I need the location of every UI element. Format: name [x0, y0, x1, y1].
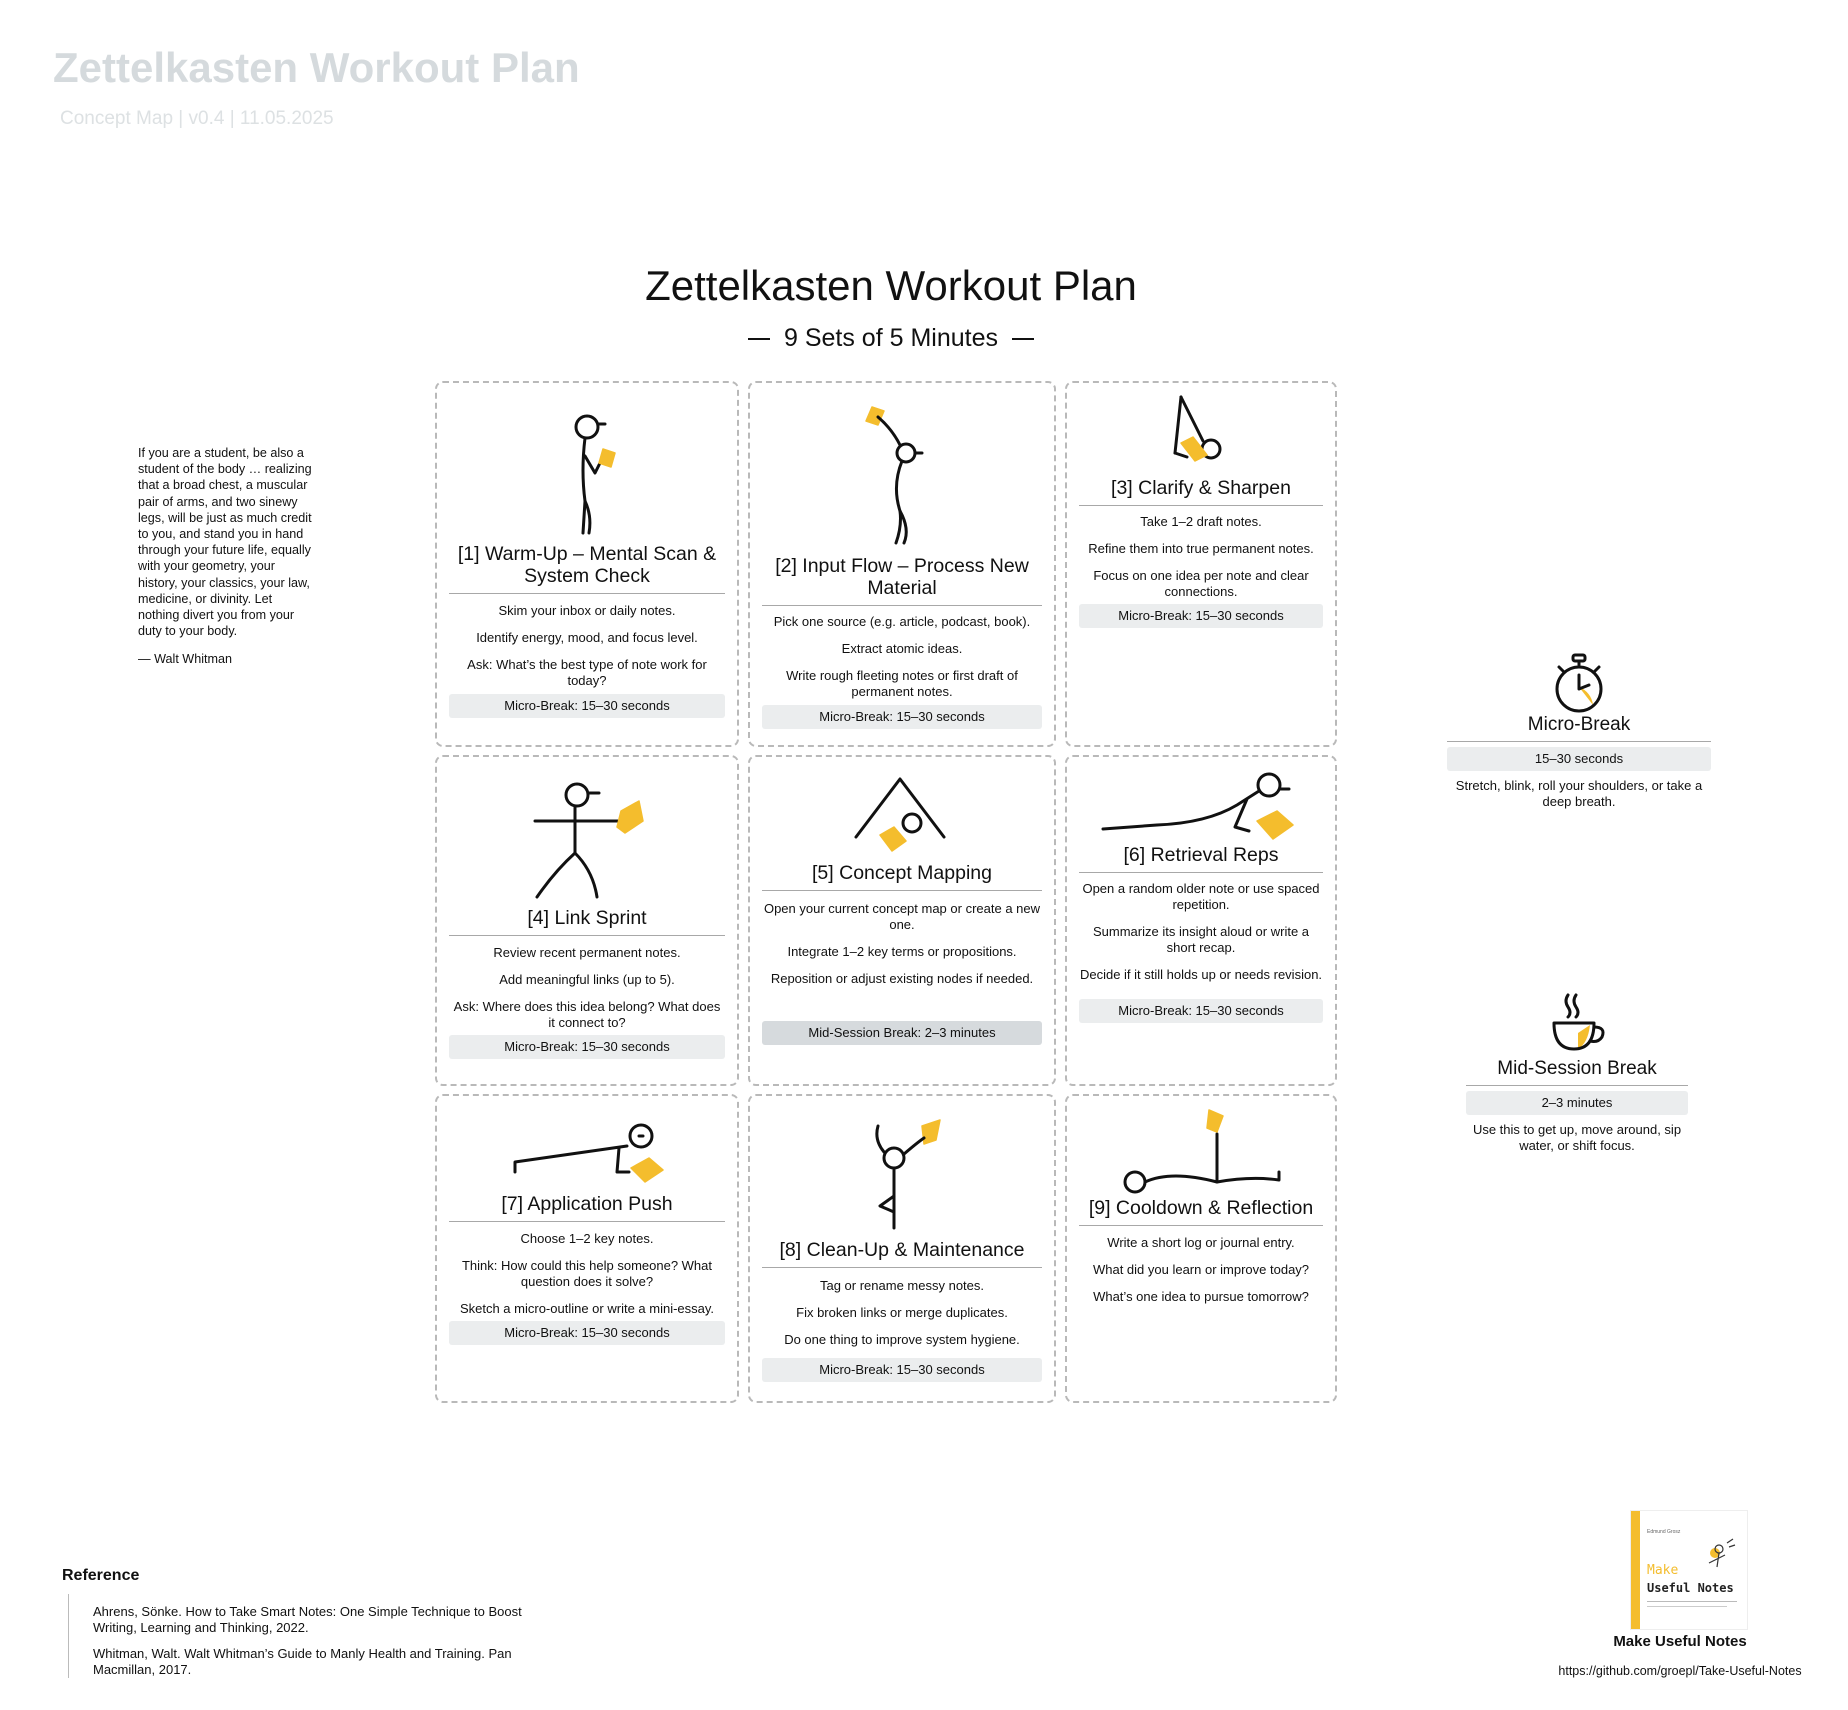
headstand-icon — [1167, 391, 1237, 471]
card-5-steps — [762, 901, 1042, 987]
card-9-step: Write a short log or journal entry. — [1107, 1235, 1295, 1250]
card-6-retrieval-reps — [1065, 755, 1337, 1086]
quote-text: If you are a student, be also a student of the body … realizing that a broad chest, a muscular pair of arms, and two sinewy legs, will be just as much credit to you, and stand you in hand through your future life, equally with your geometry, your history, your classics, your law, medicine, or divinity. Let nothing divert you from your duty to your body. — [138, 446, 312, 639]
card-3-step: Refine them into true permanent notes. — [1088, 541, 1314, 556]
book-author: Edmund Grosz — [1647, 1529, 1681, 1535]
card-6-step: Decide if it still holds up or needs revision. — [1079, 967, 1323, 982]
standing-reader-icon — [547, 411, 637, 536]
card-5-step: Integrate 1–2 key terms or propositions. — [787, 944, 1017, 959]
book-text-line — [1647, 1601, 1737, 1602]
legend-micro-break-duration: 15–30 seconds — [1447, 747, 1711, 771]
card-4-step: Ask: Where does this idea belong? What does it connect to? — [453, 999, 721, 1030]
card-9-cooldown — [1065, 1094, 1337, 1403]
card-7-step: Think: How could this help someone? What question does it solve? — [461, 1258, 712, 1289]
card-4-link-sprint — [435, 755, 739, 1086]
book-cover — [1630, 1510, 1748, 1630]
reference-title: Reference — [62, 1567, 140, 1584]
card-1-step: Identify energy, mood, and focus level. — [476, 630, 698, 645]
card-3-title: [3] Clarify & Sharpen — [1079, 477, 1323, 506]
card-1-warm-up — [435, 381, 739, 747]
book-text-line — [1647, 1606, 1727, 1607]
book-spine — [1631, 1511, 1640, 1629]
card-5-concept-mapping — [748, 755, 1056, 1086]
card-4-title: [4] Link Sprint — [449, 907, 725, 936]
card-2-step: Pick one source (e.g. article, podcast, book). — [773, 614, 1031, 629]
card-3-break: Micro-Break: 15–30 seconds — [1079, 604, 1323, 628]
reference-item: Whitman, Walt. Walt Whitman’s Guide to Manly Health and Training. Pan Macmillan, 2017. — [93, 1646, 512, 1677]
lunge-icon — [525, 781, 655, 901]
card-2-step: Extract atomic ideas. — [841, 641, 963, 656]
card-9-title: [9] Cooldown & Reflection — [1079, 1197, 1323, 1226]
card-6-step: Summarize its insight aloud or write a short recap. — [1092, 924, 1310, 955]
book-url-link[interactable]: https://github.com/groepl/Take-Useful-Notes — [1558, 1664, 1802, 1678]
cobra-pose-icon — [1097, 769, 1317, 849]
card-6-break: Micro-Break: 15–30 seconds — [1079, 999, 1323, 1023]
card-8-step: Do one thing to improve system hygiene. — [784, 1332, 1020, 1347]
card-3-steps — [1079, 514, 1323, 600]
card-3-step: Take 1–2 draft notes. — [1140, 514, 1262, 529]
card-8-step: Tag or rename messy notes. — [819, 1278, 985, 1293]
book-label: Make Useful Notes — [1613, 1633, 1747, 1650]
card-1-step: Ask: What’s the best type of note work for today? — [467, 657, 707, 688]
header-title: Zettelkasten Workout Plan — [53, 44, 580, 91]
card-6-title: [6] Retrieval Reps — [1079, 844, 1323, 873]
card-2-break: Micro-Break: 15–30 seconds — [762, 705, 1042, 729]
card-7-application-push — [435, 1094, 739, 1403]
card-4-break: Micro-Break: 15–30 seconds — [449, 1035, 725, 1059]
header-subtitle: Concept Map | v0.4 | 11.05.2025 — [60, 108, 334, 129]
reference-list — [68, 1594, 533, 1678]
coffee-cup-icon — [1548, 991, 1608, 1053]
card-8-clean-up — [748, 1094, 1056, 1403]
card-8-break: Micro-Break: 15–30 seconds — [762, 1358, 1042, 1382]
stopwatch-icon — [1551, 653, 1607, 713]
book-illustration-icon — [1697, 1537, 1737, 1577]
card-7-step: Choose 1–2 key notes. — [520, 1231, 654, 1246]
book-title-line2: Useful Notes — [1647, 1581, 1734, 1595]
card-7-break: Micro-Break: 15–30 seconds — [449, 1321, 725, 1345]
legend-mid-break-duration: 2–3 minutes — [1466, 1091, 1688, 1115]
backbend-icon — [862, 401, 942, 551]
card-1-title: [1] Warm-Up – Mental Scan & System Check — [449, 543, 725, 594]
card-5-break: Mid-Session Break: 2–3 minutes — [762, 1021, 1042, 1045]
page-subtitle-text: 9 Sets of 5 Minutes — [783, 324, 998, 352]
pushup-icon — [509, 1122, 669, 1194]
reference-item: Ahrens, Sönke. How to Take Smart Notes: One Simple Technique to Boost Writing, Learning and Thinking, 2022. — [93, 1604, 522, 1635]
tree-pose-icon — [854, 1116, 954, 1236]
downward-dog-icon — [850, 771, 950, 861]
card-1-step: Skim your inbox or daily notes. — [498, 603, 676, 618]
page-title: Zettelkasten Workout Plan — [645, 262, 1137, 309]
card-4-step: Review recent permanent notes. — [493, 945, 681, 960]
whitman-quote — [138, 445, 316, 668]
legend-micro-break-title: Micro-Break — [1447, 714, 1711, 742]
card-1-steps — [449, 603, 725, 689]
card-8-steps — [762, 1278, 1042, 1348]
book-title-line1: Make — [1647, 1563, 1679, 1578]
quote-author: — Walt Whitman — [138, 652, 232, 667]
legend-mid-break-text: Use this to get up, move around, sip water, or shift focus. — [1472, 1122, 1682, 1153]
card-5-step: Open your current concept map or create a new one. — [763, 901, 1041, 932]
card-3-step: Focus on one idea per note and clear connections. — [1093, 568, 1309, 599]
card-2-input-flow — [748, 381, 1056, 747]
card-7-step: Sketch a micro-outline or write a mini-essay. — [459, 1301, 715, 1316]
card-4-step: Add meaningful links (up to 5). — [499, 972, 675, 987]
card-5-step: Reposition or adjust existing nodes if needed. — [770, 971, 1034, 986]
card-6-step: Open a random older note or use spaced repetition. — [1082, 881, 1320, 912]
card-2-title: [2] Input Flow – Process New Material — [762, 555, 1042, 606]
card-8-step: Fix broken links or merge duplicates. — [796, 1305, 1008, 1320]
card-9-step: What did you learn or improve today? — [1092, 1262, 1310, 1277]
card-4-steps — [449, 945, 725, 1031]
page-subtitle — [0, 324, 1782, 353]
legend-mid-break-title: Mid-Session Break — [1466, 1058, 1688, 1086]
card-1-break: Micro-Break: 15–30 seconds — [449, 694, 725, 718]
card-6-steps — [1079, 881, 1323, 983]
card-9-step: What’s one idea to pursue tomorrow? — [1093, 1289, 1309, 1304]
card-7-steps — [449, 1231, 725, 1317]
legend-micro-break-text: Stretch, blink, roll your shoulders, or take a deep breath. — [1455, 778, 1703, 809]
card-8-title: [8] Clean-Up & Maintenance — [762, 1239, 1042, 1268]
card-5-title: [5] Concept Mapping — [762, 862, 1042, 891]
card-3-clarify — [1065, 381, 1337, 747]
card-2-step: Write rough fleeting notes or first draft of permanent notes. — [786, 668, 1018, 699]
card-9-steps — [1079, 1235, 1323, 1305]
card-2-steps — [762, 614, 1042, 700]
lying-leg-raise-icon — [1121, 1108, 1291, 1194]
card-7-title: [7] Application Push — [449, 1193, 725, 1222]
